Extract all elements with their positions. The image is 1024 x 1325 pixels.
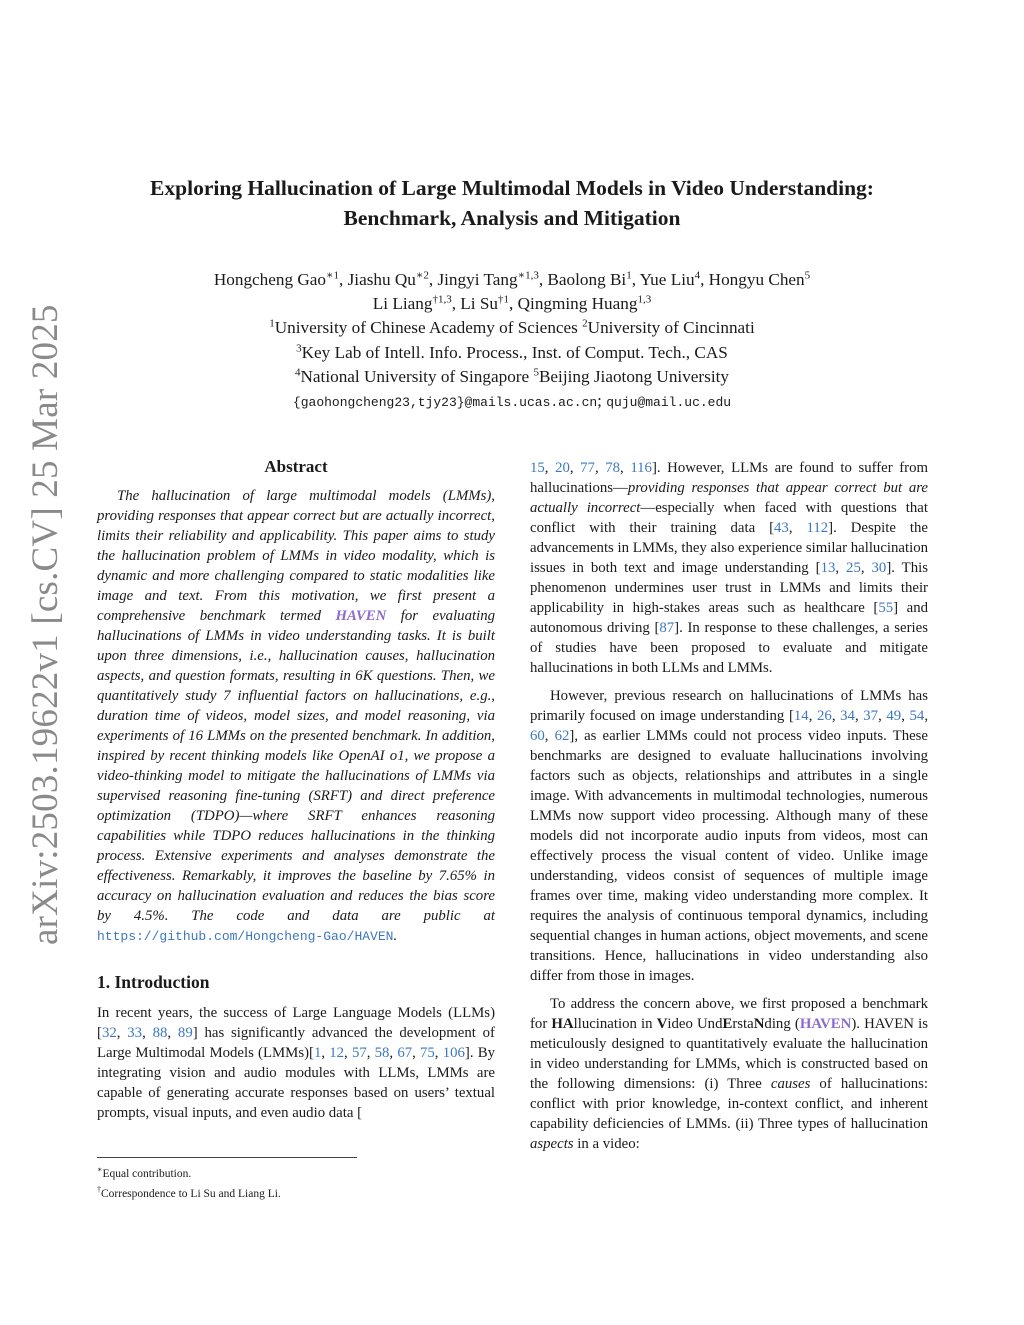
citation-link[interactable]: 87 [659, 620, 675, 636]
citation-link[interactable]: 88 [152, 1025, 168, 1041]
citation-link[interactable]: 1 [313, 1045, 322, 1061]
intro-paragraph-1: In recent years, the success of Large Language Models (LLMs) [32, 33, 88, 89] has significantly advanced the development of Large Multimodal Models (LMMs)[1, 12, 57, 58, 67, 75, 106]. By integrating vision and audio modules with LLMs, LMMs are capable of generating accurate responses based on users’ textual prompts, visual inputs, and even audio data [ [97, 1005, 495, 1121]
email-uc: quju@mail.uc.edu [606, 395, 732, 411]
haven-link[interactable]: HAVEN [799, 1016, 852, 1032]
intro-paragraph-3: To address the concern above, we first proposed a benchmark for HAllucination in Video UndErstaNding (HAVEN). HAVEN is meticulously designed to quantitatively evaluate the hallucination in video understanding for LMMs, which is constructed based on the following dimensions: (i) Three causes of hallucinations: conflict with prior knowledge, in-context conflict, and inherent capability deficiencies of LMMs. (ii) Three types of hallucination aspects in a video: [530, 996, 928, 1152]
citation-link[interactable]: 49 [886, 708, 902, 724]
footnote-equal-contribution: ∗Equal contribution. [97, 1165, 192, 1180]
citation-link[interactable]: 62 [554, 728, 570, 744]
author-line-2: Li Liang$^{\dagger 1,3}$, Li Su$^{\dagger 1}$, Qingming Huang$^{1,3}$ [372, 293, 652, 314]
citation-link[interactable]: 34 [840, 708, 855, 724]
intro-paragraph-2: However, previous research on hallucinations of LMMs has primarily focused on image understanding [14, 26, 34, 37, 49, 54, 60, 62], as earlier LMMs could not process video inputs. These benchmarks are designed to evaluate hallucinations involving factors such as objects, relationships and attributes in a single image. With advancements in multimodal technologies, numerous LMMs now support video processing. Although many of these models did not incorporate audio inputs from videos, most can effectively process the visual content of video. Unlike image understanding, videos consist of sequences of multiple image frames over time, making video understanding more complex. It requires the analysis of continuous temporal dynamics, including sequential changes in human actions, object movements, and scene transitions. Hence, hallucinations in video understanding also differ from those in images. [530, 688, 929, 984]
footnote-correspondence: †Correspondence to Li Su and Liang Li. [97, 1184, 281, 1200]
haven-link[interactable]: HAVEN [335, 608, 387, 624]
author-block [0, 268, 1024, 415]
citation-link[interactable]: 55 [878, 600, 894, 616]
citation-link[interactable]: 58 [374, 1045, 390, 1061]
title-line-1: Exploring Hallucination of Large Multimodal Models in Video Understanding: [150, 176, 874, 200]
email-line: {gaohongcheng23,tjy23}@mails.ucas.ac.cn; quju@mail.uc.edu [292, 391, 732, 411]
intro-paragraph-1-continued: 15, 20, 77, 78, 116]. However, LLMs are found to suffer from hallucinations—providing responses that appear correct but are actually incorrect—especially when faced with questions that conflict with their training data [43, 112]. Despite the advancements in LMMs, they also experience similar hallucination issues in both text and image understanding [13, 25, 30]. This phenomenon undermines user trust in LMMs and limits their applicability in high-stakes areas such as healthcare [55] and autonomous driving [87]. In response to these challenges, a series of studies have been proposed to evaluate and mitigate hallucinations in both LLMs and LMMs. [530, 460, 929, 676]
citation-link[interactable]: 112 [806, 520, 829, 536]
citation-link[interactable]: 67 [397, 1045, 413, 1061]
section-heading-introduction: 1. Introduction [97, 972, 210, 992]
citation-link[interactable]: 78 [605, 460, 621, 476]
arxiv-identifier: arXiv:2503.19622v1 [cs.CV] 25 Mar 2025 [25, 304, 66, 945]
abstract-text: The hallucination of large multimodal models (LMMs), providing responses that appear correct but are actually incorrect, limits their reliability and applicability. This paper aims to study the hallucination problem of LMMs in video modality, which is dynamic and more challenging compared to static modalities like image and text. From this motivation, we first present a comprehensive benchmark termed HAVEN for evaluating hallucinations of LMMs in video understanding tasks. It is built upon three dimensions, i.e., hallucination causes, hallucination aspects, and question formats, resulting in 6K questions. Then, we quantitatively study 7 influential factors on hallucinations, e.g., duration time of videos, model sizes, and model reasoning, via experiments of 16 LMMs on the presented benchmark. In addition, inspired by recent thinking models like OpenAI o1, we propose a video-thinking model to mitigate the hallucinations of LMMs via supervised reasoning fine-tuning (SRFT) and direct preference optimization (TDPO)—where SRFT enhances reasoning capabilities while TDPO reduces hallucinations in the thinking process. Extensive experiments and analyses demonstrate the effectiveness. Remarkably, it improves the baseline by 7.65% in accuracy on hallucination evaluation and reduces the bias score by 4.5%. The code and data are public at https://github.com/Hongcheng-Gao/HAVEN. [97, 488, 495, 944]
abstract-heading: Abstract [264, 457, 328, 476]
left-column [97, 456, 495, 1131]
citation-link[interactable]: 32 [101, 1025, 117, 1041]
author-line-1: Hongcheng Gao$^{∗1}$, Jiashu $Qu^{∗2}$, Jingyi Tang$^{∗1,3}$, Baolong Bi$^1$, Yue Liu$^4$, Hongyu Chen$^5$ [213, 269, 811, 289]
citation-link[interactable]: 26 [817, 708, 832, 724]
citation-link[interactable]: 12 [329, 1045, 345, 1061]
citation-link[interactable]: 57 [351, 1045, 367, 1061]
citation-link[interactable]: 20 [555, 460, 570, 476]
citation-link[interactable]: 106 [442, 1045, 465, 1061]
paper-title [0, 173, 1024, 233]
citation-link[interactable]: 13 [820, 560, 836, 576]
affiliation-line-1: $^1$University of Chinese Academy of Sciences $^2$University of Cincinnati [269, 317, 755, 338]
citation-link[interactable]: 54 [909, 708, 925, 724]
citation-link[interactable]: 33 [127, 1025, 143, 1041]
citation-link[interactable]: 14 [793, 708, 809, 724]
title-line-2: Benchmark, Analysis and Mitigation [343, 206, 681, 230]
citation-link[interactable]: 43 [774, 520, 789, 536]
citation-link[interactable]: 25 [846, 560, 861, 576]
email-ucas: {gaohongcheng23,tjy23}@mails.ucas.ac.cn [292, 395, 598, 411]
citation-link[interactable]: 89 [177, 1025, 193, 1041]
citation-link[interactable]: 60 [530, 728, 545, 744]
citation-link[interactable]: 116 [630, 460, 652, 476]
footnotes [97, 1157, 357, 1202]
citation-link[interactable]: 30 [871, 560, 887, 576]
citation-link[interactable]: 37 [863, 708, 879, 724]
right-column [530, 458, 928, 1162]
code-url-link[interactable]: https://github.com/Hongcheng-Gao/HAVEN [97, 929, 394, 944]
citation-link[interactable]: 75 [420, 1045, 435, 1061]
affiliation-line-3: $^4$National University of Singapore $^5$Beijing Jiaotong University [295, 366, 729, 386]
citation-link[interactable]: 77 [580, 460, 595, 476]
citation-link[interactable]: 15 [530, 460, 545, 476]
affiliation-line-2: $^3$Key Lab of Intell. Info. Process., Inst. of Comput. Tech., CAS [296, 341, 728, 362]
